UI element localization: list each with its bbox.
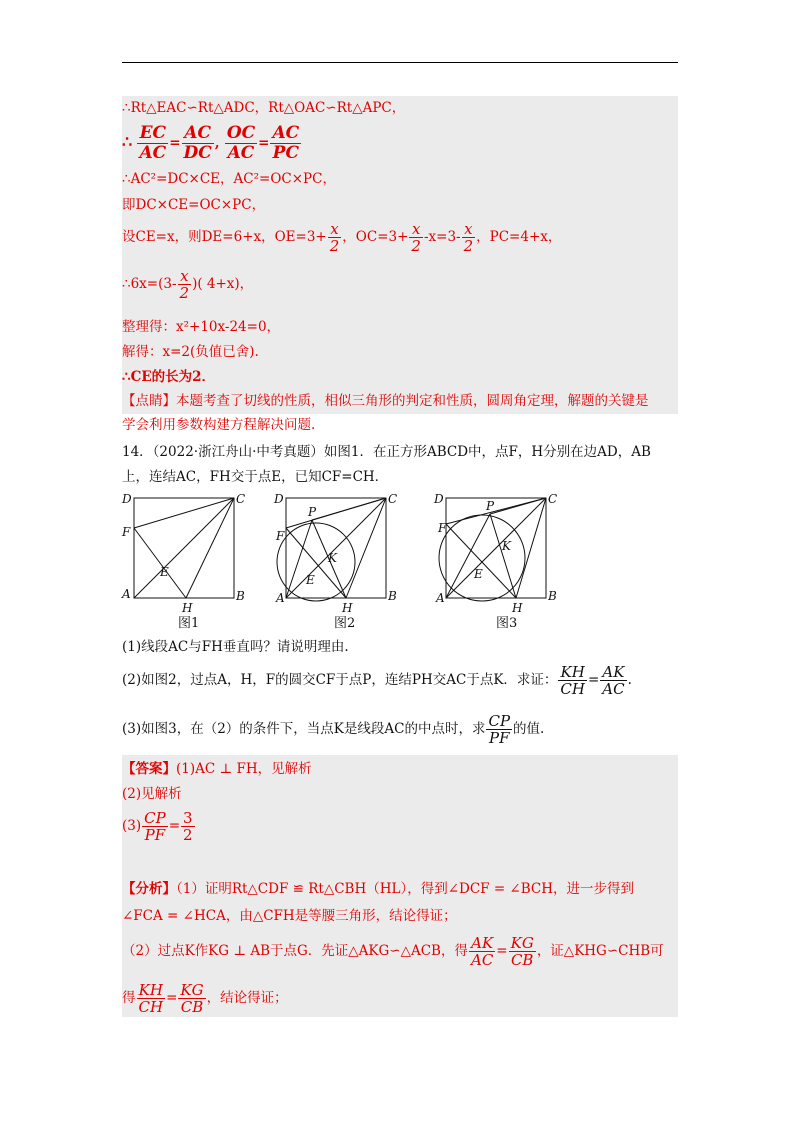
svg-text:K: K [502,539,511,553]
label-F: F [122,525,131,539]
svg-text:H: H [512,601,523,615]
label-H: H [182,601,193,615]
svg-text:C: C [548,492,558,506]
solution-line-6: ∴6x=(3- $\frac{x}{2}$ )( 4+x)， [122,267,254,302]
caption-fig1: 图1 [178,616,200,631]
caption-fig2: 图2 [334,616,356,631]
analysis-line-1: 【分析】（1）证明Rt△CDF ≌ Rt△CBH（HL），得到∠DCF = ∠BCH，进一步得到 [122,881,635,897]
comment-line-1: 【点睛】本题考查了切线的性质，相似三角形的判定和性质，圆周角定理，解题的关键是 [122,393,649,409]
solution-line-3: ∴AC²=DC×CE，AC²=OC×PC， [122,171,336,187]
svg-text:B: B [548,589,557,603]
solution-line-1: ∴Rt△EAC∽Rt△ADC，Rt△OAC∽Rt△APC， [122,100,406,116]
question-2: (2)如图2，过点A，H，F的圆交CF于点P，连结PH交AC于点K．求证： $\frac{KH}{CH}$ = $\frac{AK}{AC}$ . [122,663,632,698]
svg-text:B: B [388,589,397,603]
label-E: E [160,565,169,579]
svg-text:D: D [434,492,444,506]
header-rule [122,62,678,63]
svg-text:C: C [388,492,398,506]
svg-text:E: E [474,567,483,581]
analysis-line-3: （2）过点K作KG ⊥ AB于点G．先证△AKG∽△ACB，得 $\frac{AK}{AC}$ = $\frac{KG}{CB}$ ，证△KHG∽CHB可 [122,934,664,969]
svg-text:H: H [342,601,353,615]
label-B: B [236,589,245,603]
svg-text:F: F [438,521,447,535]
svg-text:A: A [436,591,445,605]
question-1: (1)线段AC与FH垂直吗？请说明理由. [122,639,349,655]
label-D: D [122,492,132,506]
analysis-line-2: ∠FCA = ∠HCA，由△CFH是等腰三角形，结论得证； [122,908,457,924]
figure-2 [272,488,402,628]
svg-text:F: F [276,529,285,543]
solution-line-4: 即DC×CE=OC×PC， [122,197,266,213]
problem-line-1: 14．（2022·浙江舟山·中考真题）如图1．在正方形ABCD中，点F，H分别在边AD，AB [122,444,651,460]
answer-line-2: (2)见解析 [122,786,182,802]
answer-line-3: (3) $\frac{CP}{PF}$ = $\frac{3}{2}$ [122,809,193,844]
solution-line-9: ∴CE的长为2． [122,369,216,385]
svg-text:A: A [276,591,285,605]
figure-3 [432,488,567,628]
solution-line-2: ∴ $\frac{EC}{AC}$ = $\frac{AC}{DC}$ , $\frac{OC}{AC}$ = $\frac{AC}{PC}$ [122,123,300,163]
solution-line-7: 整理得：x²+10x-24=0， [122,319,281,335]
svg-text:P: P [308,505,317,519]
svg-text:E: E [306,573,315,587]
caption-fig3: 图3 [496,616,518,631]
analysis-line-4: 得 $\frac{KH}{CH}$ = $\frac{KG}{CB}$ ，结论得证； [122,981,288,1016]
svg-text:D: D [274,492,284,506]
figure-1 [120,488,245,628]
svg-text:K: K [328,551,337,565]
comment-line-2: 学会利用参数构建方程解决问题. [122,417,316,433]
solution-line-5: 设CE=x，则DE=6+x，OE=3+ $\frac{x}{2}$ ，OC=3+ $\frac{x}{2}$ -x=3- $\frac{x}{2}$ ，PC=4+x， [122,220,562,255]
label-A: A [122,587,131,601]
problem-line-2: 上，连结AC，FH交于点E，已知CF=CH． [122,469,389,485]
svg-text:P: P [486,499,495,513]
label-C: C [236,492,245,506]
question-3: (3)如图3，在（2）的条件下，当点K是线段AC的中点时，求 $\frac{CP}{PF}$ 的值. [122,712,545,747]
solution-line-8: 解得：x=2(负值已舍). [122,344,259,360]
answer-line-1: 【答案】(1)AC ⊥ FH，见解析 [122,761,312,777]
